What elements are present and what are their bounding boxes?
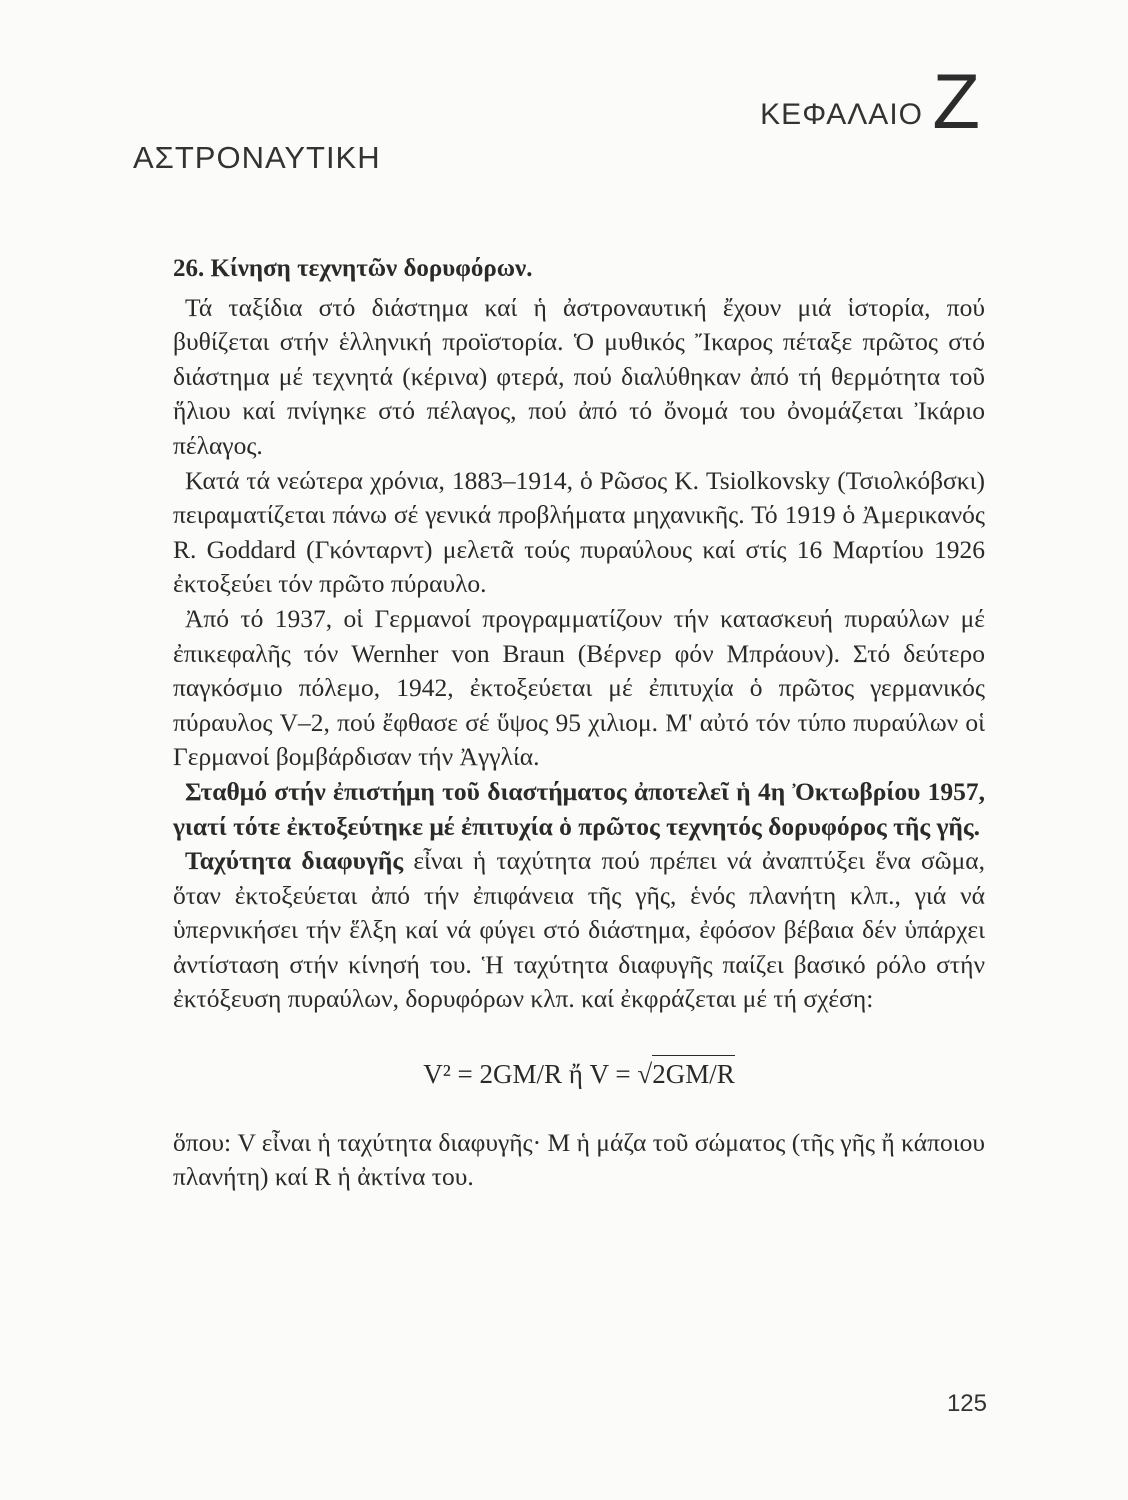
page-body xyxy=(173,252,985,1195)
sqrt-expression xyxy=(637,1055,734,1092)
paragraph-2: Κατά τά νεώτερα χρόνια, 1883–1914, ὁ Ρῶσος Κ. Tsiolkovsky (Τσιολκόβσκι) πειραματίζεται πάνω σέ γενικά προβλήματα μηχανικῆς. Τό 1919 ὁ Ἀμερικανός R. Goddard (Γκόνταρντ) μελετᾶ τούς πυραύλους καί στίς 16 Μαρτίου 1926 ἐκτοξεύει τόν πρῶτο πύραυλο. xyxy=(173,465,985,599)
paragraph-4-highlight: Σταθμό στήν ἐπιστήμη τοῦ διαστήματος ἀποτελεῖ ἡ 4η Ὀκτωβρίου 1957, γιατί τότε ἐκτοξεύτηκε μέ ἐπιτυχία ὁ πρῶτος τεχνητός δορυφόρος τῆς γῆς. xyxy=(173,776,985,841)
escape-velocity-term: Ταχύτητα διαφυγῆς xyxy=(185,846,404,876)
escape-velocity-formula xyxy=(173,1055,985,1092)
formula-explanation: ὅπου: V εἶναι ἡ ταχύτητα διαφυγῆς· M ἡ μάζα τοῦ σώματος (τῆς γῆς ἤ κάποιου πλανήτη) καί R ἡ ἀκτίνα του. xyxy=(173,1127,985,1192)
chapter-header xyxy=(0,0,1128,200)
sqrt-symbol: √ xyxy=(637,1059,653,1090)
paragraph-1: Τά ταξίδια στό διάστημα καί ἡ ἀστροναυτική ἔχουν μιά ἱστορία, πού βυθίζεται στήν ἑλληνική προϊστορία. Ὁ μυθικός Ἴκαρος πέταξε πρῶτος στό διάστημα μέ τεχνητά (κέρινα) φτερά, πού διαλύθηκαν ἀπό τή θερμότητα τοῦ ἥλιου καί πνίγηκε στό πέλαγος, πού ἀπό τό ὄνομά του ὀνομάζεται Ἰκάριο πέλαγος. xyxy=(173,292,985,460)
paragraph-3: Ἀπό τό 1937, οἱ Γερμανοί προγραμματίζουν τήν κατασκευή πυραύλων μέ ἐπικεφαλῆς τόν Wernher von Braun (Βέρνερ φόν Μπράουν). Στό δεύτερο παγκόσμιο πόλεμο, 1942, ἐκτοξεύεται μέ ἐπιτυχία ὁ πρῶτος γερμανικός πύραυλος V–2, πού ἔφθασε σέ ὕψος 95 χιλιομ. Μ' αὐτό τόν τύπο πυραύλων οἱ Γερμανοί βομβάρδισαν τήν Ἀγγλία. xyxy=(173,603,985,772)
escape-velocity-paragraph xyxy=(173,844,985,1017)
page-number: 125 xyxy=(946,1390,987,1417)
chapter-letter: Z xyxy=(932,57,980,145)
formula-left: V² = 2GM/R ἤ V = xyxy=(423,1059,638,1090)
escape-velocity-text: εἶναι ἡ ταχύτητα πού πρέπει νά ἀναπτύξει ἕνα σῶμα, ὅταν ἐκτοξεύεται ἀπό τήν ἐπιφάνεια τῆς γῆς, ἑνός πλανήτη κλπ., γιά νά ὑπερνικήσει τήν ἕλξη καί νά φύγει στό διάστημα, ἐφόσον βέβαια δέν ὑπάρχει ἀντίσταση στήν κίνησή του. Ἡ ταχύτητα διαφυγῆς παίζει βασικό ρόλο στήν ἐκτόξευση πυραύλων, δορυφόρων κλπ. καί ἐκφράζεται μέ τή σχέση: xyxy=(173,846,985,1014)
chapter-title: ΑΣΤΡΟΝΑΥΤΙΚΗ xyxy=(133,140,381,175)
section-title: 26. Κίνηση τεχνητῶν δορυφόρων. xyxy=(173,255,533,282)
sqrt-radicand: 2GM/R xyxy=(652,1055,735,1092)
chapter-label: ΚΕΦΑΛΑΙΟ xyxy=(760,98,923,131)
